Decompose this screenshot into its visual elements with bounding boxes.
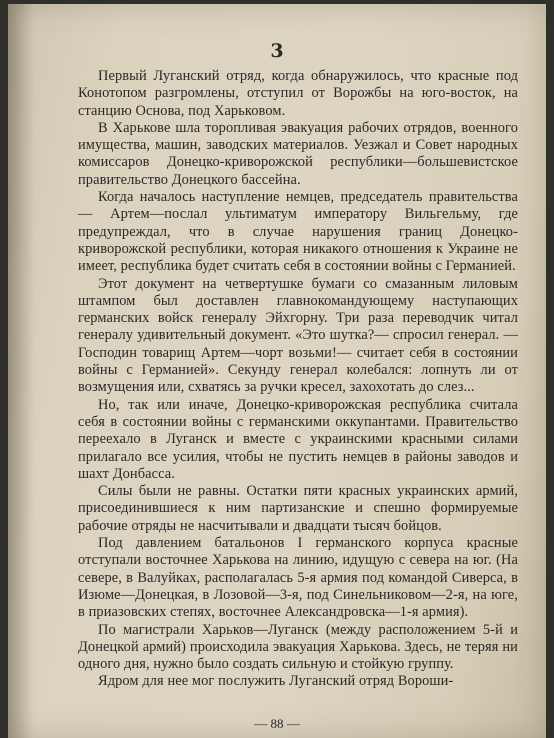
paragraph: Этот документ на четвертушке бумаги со смазанным лиловым штампом был доставлен главнокомандующему наступающих германских войск генералу Эйхгорну. Три раза переводчик читал генералу удивительный документ. «Это шутка?— спросил генерал. —Господин товарищ Артем—чорт возьми!— считает себя в состоянии войны с Германией». Секунду генерал колебался: лопнуть ли от возмущения или, схватясь за ручки кресел, захохотать до слез...: [78, 275, 518, 396]
chapter-number: 3: [270, 40, 284, 62]
paragraph: Ядром для нее мог послужить Луганский отряд Вороши-: [98, 673, 454, 690]
paragraph: Когда началось наступление немцев, председатель правительства — Артем—послал ультиматум императору Вильгельму, где предупреждал, что в случае нарушения границ Донецко-криворожской республики, которая никакого отношения к Украине не имеет, республика будет считать себя в состоянии войны с Германией.: [78, 189, 518, 275]
paragraph: Но, так или иначе, Донецко-криворожская республика считала себя в состоянии войны с германскими оккупантами. Правительство переехало в Луганск и вместе с украинскими красными силами прилагало все усилия, чтобы не пустить немцев в районы заводов и шахт Донбасса.: [78, 396, 518, 482]
page-number: — 88 —: [254, 716, 300, 731]
body-text: [78, 68, 518, 691]
paragraph: Первый Луганский отряд, когда обнаружилось, что красные под Конотопом разгромлены, отступил от Ворожбы на юго-восток, на станцию Основа, под Харьковом.: [78, 68, 518, 119]
book-spine-shadow: [8, 4, 34, 738]
paragraph: По магистрали Харьков—Луганск (между расположением 5-й и Донецкой армий) происходила эвакуация Харькова. Здесь, не теряя ни одного дня, нужно было создать сильную и стойкую группу.: [78, 621, 518, 673]
paragraph: Под давлением батальонов I германского корпуса красные отступали восточнее Харькова на линию, идущую с севера на юг. (На севере, в Валуйках, располагалась 5-я армия под командой Сиверса, в Изюме—Донецкая, в Лозовой—3-я, под Синельниковом—2-я, на юге, в приазовских степях, восточнее Александровска—1-я армия).: [78, 535, 518, 621]
book-page: [8, 4, 546, 738]
paragraph: В Харькове шла торопливая эвакуация рабочих отрядов, военного имущества, машин, заводских материалов. Уезжал и Совет народных комиссаров Донецко-криворожской республики—большевистское правительство Донецкого бассейна.: [78, 119, 518, 188]
paragraph: Силы были не равны. Остатки пяти красных украинских армий, присоединившиеся к ним партизанские и спешно формируемые рабочие отряды не насчитывали и двадцати тысяч бойцов.: [78, 483, 518, 534]
